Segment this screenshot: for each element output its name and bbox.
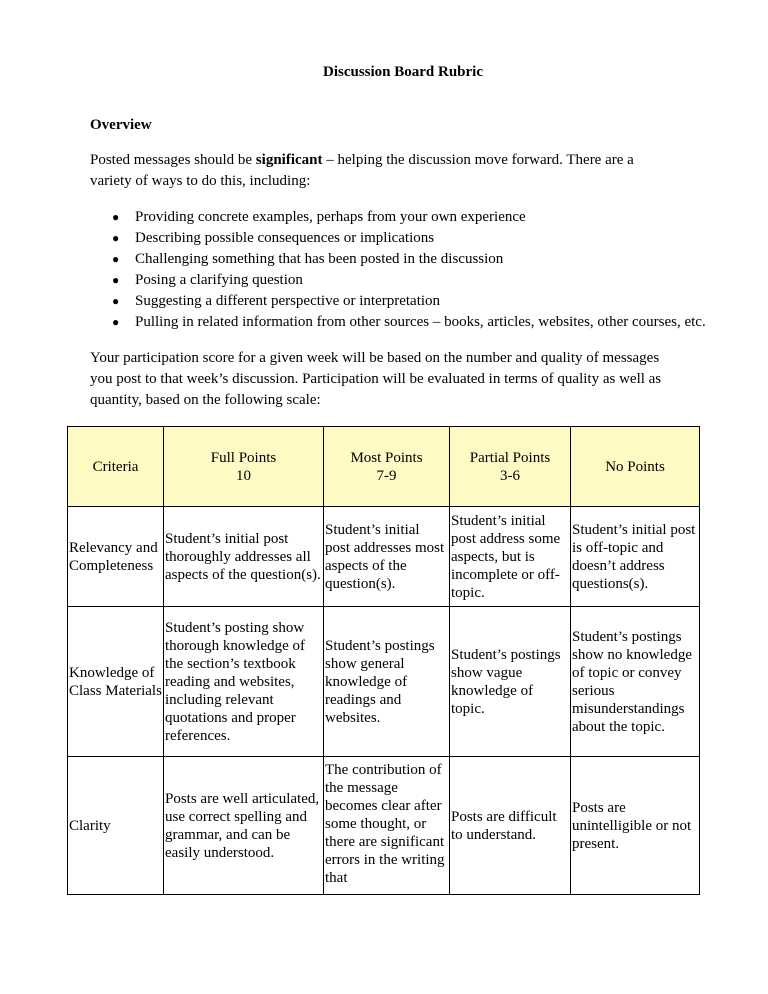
list-item-text: Providing concrete examples, perhaps from your own experience [135,209,526,225]
list-item [90,249,730,270]
cell-partial-points: Posts are difficult to understand. [450,757,571,895]
cell-no-points: Posts are unintelligible or not present. [571,757,700,895]
table-row [68,507,700,607]
intro-text-after: – helping the discussion move forward. There are a variety of ways to do this, including: [90,152,634,189]
list-item-text: Suggesting a different perspective or interpretation [135,293,441,309]
header-label: Most Points [350,449,423,466]
bullet-icon: ● [112,210,120,224]
list-item [90,291,730,312]
list-item [90,270,730,291]
document-title: Discussion Board Rubric [322,64,484,80]
header-label: Criteria [92,458,139,475]
cell-full-points: Posts are well articulated, use correct spelling and grammar, and can be easily understood. [164,757,324,895]
rubric-table [67,426,700,895]
table-header-row [68,427,700,507]
header-points-range: 3-6 [500,467,520,484]
cell-full-points: Student’s posting show thorough knowledge of the section’s textbook reading and websites, including relevant quotations and proper references. [164,607,324,757]
header-label: No Points [605,458,665,475]
intro-text-before: Posted messages should be [90,152,256,168]
cell-criteria: Relevancy and Completeness [68,507,164,607]
header-no-points [571,427,700,507]
header-partial-points [450,427,571,507]
intro-paragraph [90,150,670,192]
header-label: Partial Points [469,449,551,466]
list-item-text: Challenging something that has been posted in the discussion [135,251,504,267]
bullet-icon: ● [112,252,120,266]
table-row [68,607,700,757]
header-label: Full Points [210,449,277,466]
cell-partial-points: Student’s postings show vague knowledge of topic. [450,607,571,757]
cell-most-points: Student’s postings show general knowledge of readings and websites. [324,607,450,757]
header-criteria [68,427,164,507]
cell-partial-points: Student’s initial post address some aspects, but is incomplete or off-topic. [450,507,571,607]
list-item-text: Pulling in related information from other sources – books, articles, websites, other courses, etc. [135,314,706,330]
table-row [68,757,700,895]
cell-no-points: Student’s postings show no knowledge of topic or convey serious misunderstandings about the topic. [571,607,700,757]
cell-no-points: Student’s initial post is off-topic and doesn’t address questions(s). [571,507,700,607]
header-most-points [324,427,450,507]
intro-text-bold: significant [255,152,323,168]
list-item-text: Describing possible consequences or implications [135,230,435,246]
bullet-icon: ● [112,294,120,308]
participation-paragraph: Your participation score for a given week will be based on the number and quality of messages you post to that week’s discussion. Participation will be evaluated in terms of quality as well as quantity, based on the following scale: [90,350,662,408]
bullet-icon: ● [112,315,120,329]
cell-most-points: Student’s initial post addresses most aspects of the question(s). [324,507,450,607]
bullet-icon: ● [112,231,120,245]
cell-criteria: Knowledge of Class Materials [68,607,164,757]
overview-heading: Overview [90,117,152,133]
header-points-range: 10 [236,467,251,484]
list-item-text: Posing a clarifying question [135,272,303,288]
list-item [90,207,730,228]
bullet-icon: ● [112,273,120,287]
list-item [90,312,730,333]
header-points-range: 7-9 [376,467,397,484]
list-item [90,228,730,249]
ways-list [90,207,730,333]
header-full-points [164,427,324,507]
cell-most-points: The contribution of the message becomes clear after some thought, or there are significant errors in the writing that [324,757,450,895]
cell-full-points: Student’s initial post thoroughly addresses all aspects of the question(s). [164,507,324,607]
cell-criteria: Clarity [68,757,164,895]
